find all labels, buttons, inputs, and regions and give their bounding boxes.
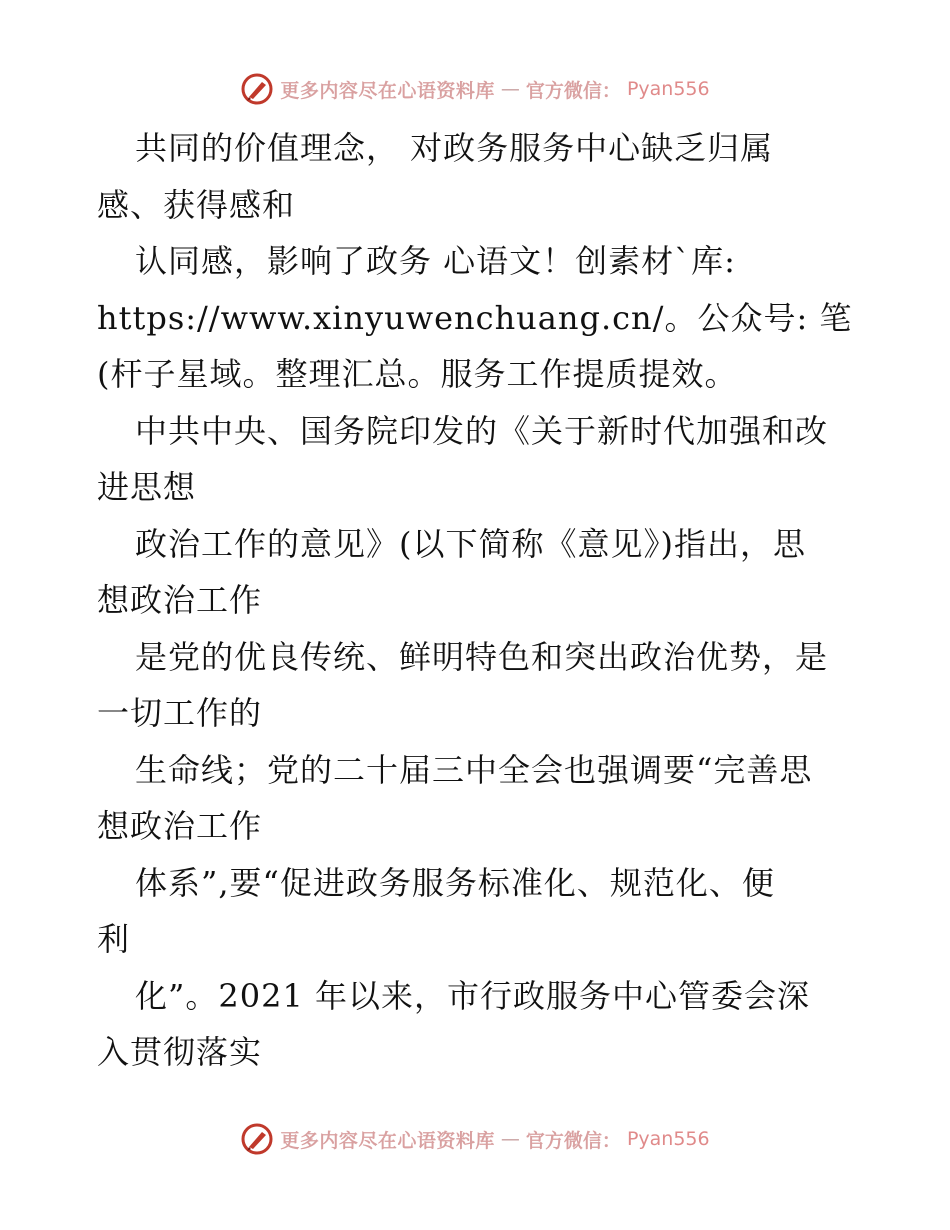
banner-text: 更多内容尽在心语资料库 bbox=[280, 79, 495, 102]
document-body bbox=[97, 120, 857, 1081]
body-line: 体系”,要“促进政务服务标准化、规范化、便 bbox=[135, 863, 775, 902]
body-line: 中共中央、国务院印发的《关于新时代加强和改 bbox=[135, 411, 829, 450]
wechat-label: 官方微信： bbox=[525, 1129, 621, 1152]
wechat-id: Pyan556 bbox=[626, 78, 710, 100]
body-line: (杆子星域。整理汇总。服务工作提质提效。 bbox=[97, 355, 738, 393]
banner-dash: — bbox=[500, 78, 520, 100]
body-line: 政治工作的意见》(以下简称《意见》)指出，思 bbox=[135, 524, 806, 563]
page-header bbox=[0, 72, 950, 106]
body-line: 认同感，影响了政务 心语文！创素材`库: bbox=[135, 242, 736, 280]
body-line: 想政治工作 bbox=[97, 807, 263, 845]
body-line: 共同的价值理念， 对政务服务中心缺乏归属 bbox=[135, 129, 774, 167]
wechat-label: 官方微信： bbox=[525, 79, 621, 102]
body-line: 生命线；党的二十届三中全会也强调要“完善思 bbox=[135, 750, 813, 789]
body-line: 一切工作的 bbox=[97, 694, 263, 732]
banner-dash: — bbox=[500, 1128, 520, 1150]
body-line: 想政治工作 bbox=[97, 581, 263, 619]
body-line: 是党的优良传统、鲜明特色和突出政治优势，是 bbox=[135, 637, 829, 676]
body-line: 进思想 bbox=[97, 468, 197, 506]
body-line: 化”。2021 年以来，市行政服务中心管委会深 bbox=[135, 976, 810, 1015]
body-line: 利 bbox=[97, 920, 131, 958]
pen-logo-icon bbox=[240, 72, 274, 106]
pen-logo-icon bbox=[240, 1122, 274, 1156]
body-line: https://www.xinyuwenchuang.cn/。公众号: 笔 bbox=[97, 298, 853, 337]
body-line: 感、获得感和 bbox=[97, 185, 296, 224]
page-footer bbox=[0, 1122, 950, 1156]
body-line: 入贯彻落实 bbox=[97, 1033, 263, 1071]
banner-text: 更多内容尽在心语资料库 bbox=[280, 1129, 495, 1152]
wechat-id: Pyan556 bbox=[626, 1128, 710, 1150]
